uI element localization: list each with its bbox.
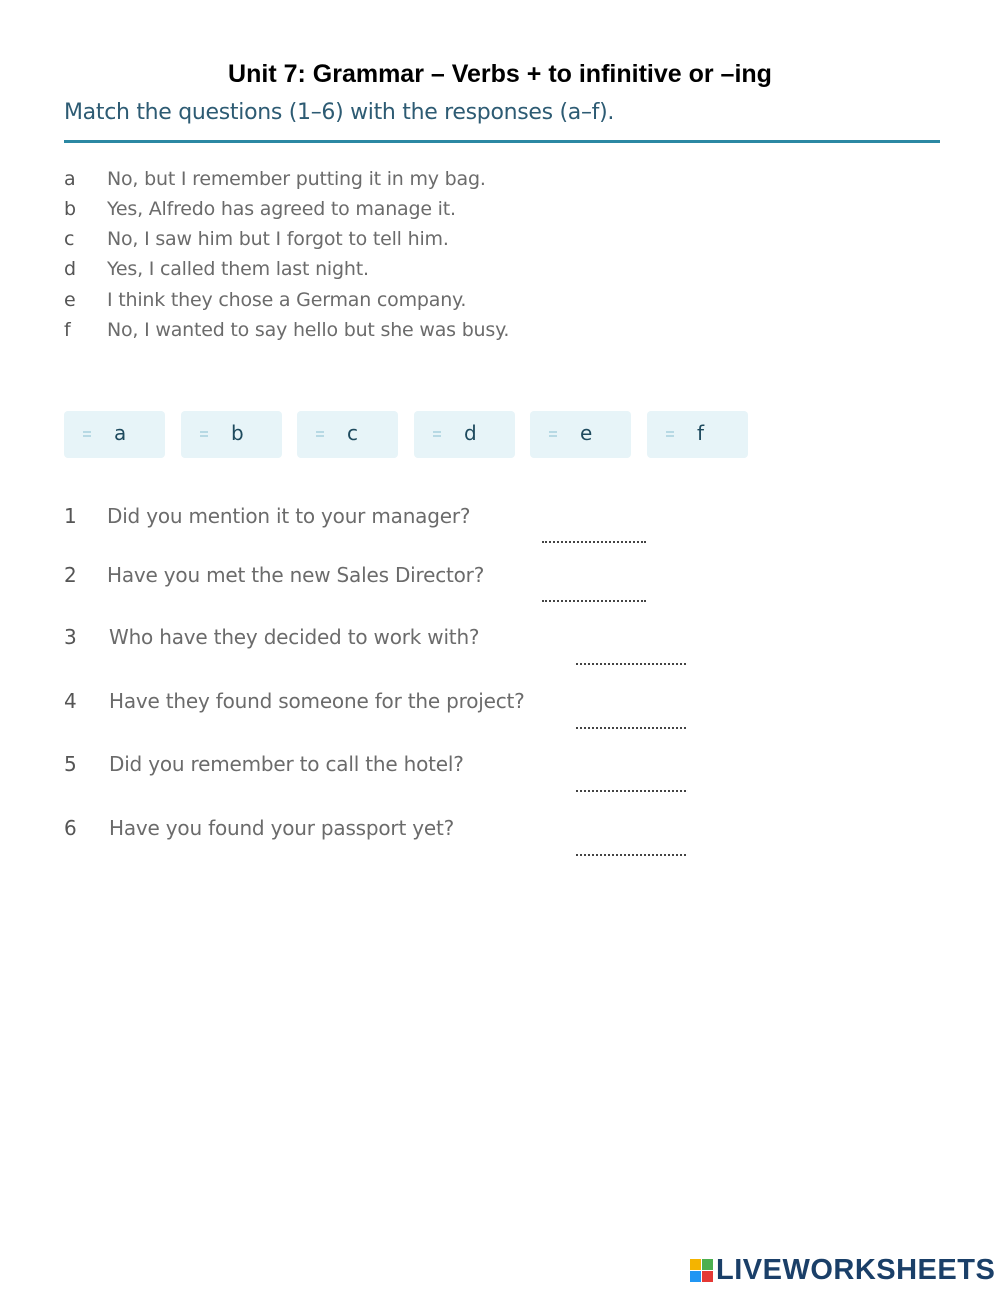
response-text: No, I wanted to say hello but she was busy. (107, 319, 510, 341)
answer-chip-c[interactable] (297, 411, 398, 458)
response-letter: c (64, 228, 75, 250)
chip-label: c (347, 421, 358, 445)
drag-handle-icon (549, 431, 557, 437)
response-letter: a (64, 168, 76, 190)
answer-drop-zone-6[interactable] (576, 854, 686, 856)
divider (64, 140, 940, 143)
question-number: 3 (64, 625, 77, 649)
response-letter: b (64, 198, 77, 220)
answer-drop-zone-5[interactable] (576, 790, 686, 792)
response-letter: f (64, 319, 71, 341)
answer-chip-d[interactable] (414, 411, 515, 458)
question-number: 2 (64, 563, 77, 587)
question-text: Have they found someone for the project? (109, 689, 525, 713)
question-text: Have you found your passport yet? (109, 816, 455, 840)
question-number: 1 (64, 504, 77, 528)
question-number: 6 (64, 816, 77, 840)
chip-label: f (697, 421, 705, 445)
answer-drop-zone-4[interactable] (576, 727, 686, 729)
logo-mark-icon (690, 1259, 713, 1282)
response-letter: e (64, 289, 76, 311)
chip-label: e (580, 421, 593, 445)
chip-label: d (464, 421, 477, 445)
chip-label: b (231, 421, 244, 445)
response-letter: d (64, 258, 77, 280)
response-text: Yes, I called them last night. (107, 258, 369, 280)
response-text: No, I saw him but I forgot to tell him. (107, 228, 449, 250)
drag-handle-icon (433, 431, 441, 437)
drag-handle-icon (200, 431, 208, 437)
logo-text: LIVEWORKSHEETS (716, 1253, 996, 1286)
page-title: Unit 7: Grammar – Verbs + to infinitive or –ing (228, 60, 772, 88)
answer-drop-zone-3[interactable] (576, 663, 686, 665)
response-text: No, but I remember putting it in my bag. (107, 168, 486, 190)
question-number: 5 (64, 752, 77, 776)
drag-handle-icon (316, 431, 324, 437)
answer-chip-b[interactable] (181, 411, 282, 458)
chip-label: a (114, 421, 127, 445)
answer-chip-e[interactable] (530, 411, 631, 458)
answer-drop-zone-1[interactable] (542, 541, 646, 543)
answer-drop-zone-2[interactable] (542, 600, 646, 602)
question-number: 4 (64, 689, 77, 713)
question-text: Did you mention it to your manager? (107, 504, 471, 528)
instruction-text: Match the questions (1–6) with the responses (a–f). (64, 100, 615, 125)
answer-chip-f[interactable] (647, 411, 748, 458)
response-text: I think they chose a German company. (107, 289, 467, 311)
answer-chip-a[interactable] (64, 411, 165, 458)
drag-handle-icon (83, 431, 91, 437)
question-text: Who have they decided to work with? (109, 625, 480, 649)
question-text: Did you remember to call the hotel? (109, 752, 464, 776)
liveworksheets-logo (690, 1255, 995, 1285)
response-text: Yes, Alfredo has agreed to manage it. (107, 198, 456, 220)
drag-handle-icon (666, 431, 674, 437)
question-text: Have you met the new Sales Director? (107, 563, 485, 587)
